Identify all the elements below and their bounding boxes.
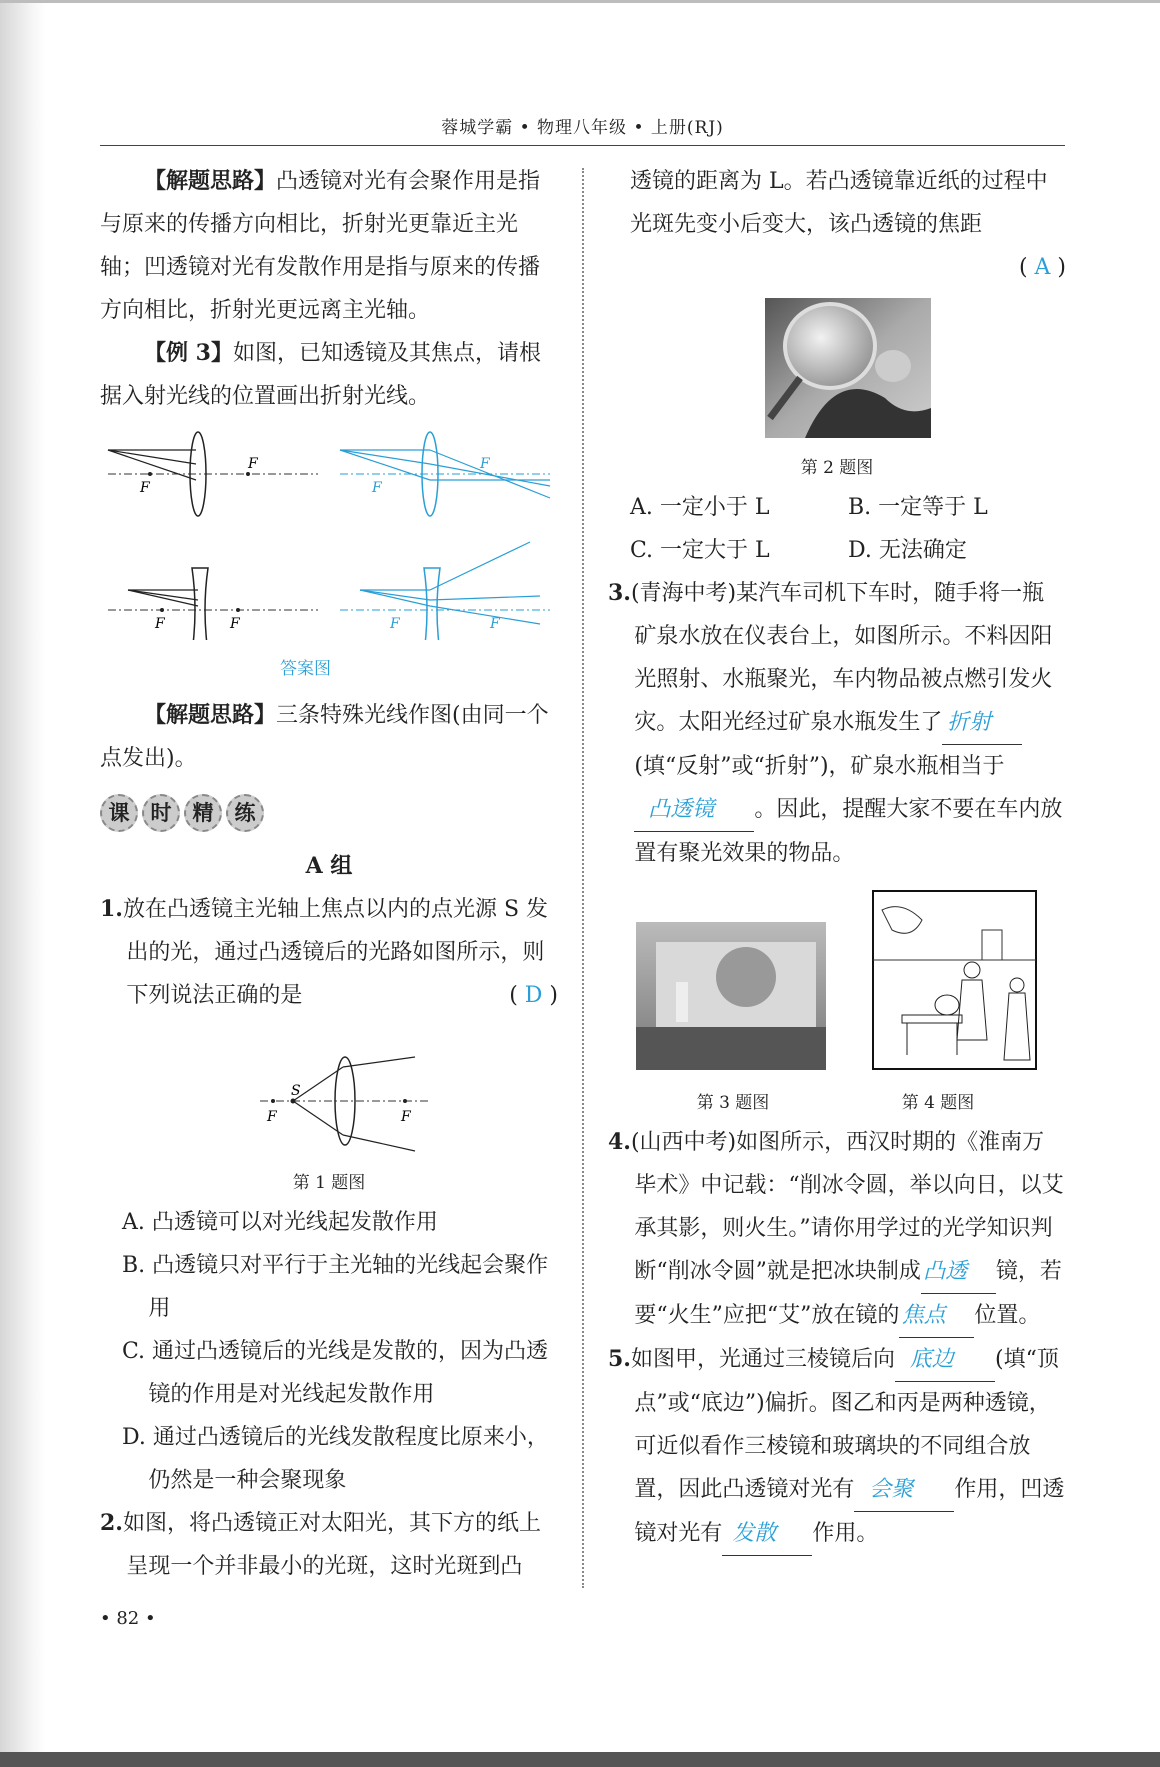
q3-photo <box>636 922 826 1070</box>
q4-illustration <box>872 890 1037 1070</box>
page-edge-shadow <box>0 0 46 1767</box>
example-3: 【例 3】如图，已知透镜及其焦点，请根据入射光线的位置画出折射光线。 <box>100 340 541 409</box>
solution-hint-1: 【解题思路】凸透镜对光有会聚作用是指与原来的传播方向相比，折射光更靠近主光轴；凹透镜对光有发散作用是指与原来的传播方向相比，折射光更远离主光轴。 <box>100 168 541 323</box>
question-5: 5.如图甲，光通过三棱镜后向 底边 (填“顶点”或“底边”)偏折。图乙和丙是两种透镜，可近似看作三棱镜和玻璃块的不同组合放置，因此凸透镜对光有 会聚 作用，凹透镜对光有 发散 作用。 <box>608 1338 1066 1556</box>
left-column-lower <box>100 659 558 1017</box>
group-heading: A 组 <box>305 853 353 879</box>
focus-label: F <box>248 456 258 472</box>
question-4: 4.(山西中考)如图所示，西汉时期的《淮南万毕术》中记载：“削冰令圆，举以向日，以艾承其影，则火生。”请你用学过的光学知识判断“削冰令圆”就是把冰块制成 凸透 镜，若要“火生”应把“艾”放在镜的 焦点 位置。 <box>608 1121 1066 1338</box>
question-3: 3.(青海中考)某汽车司机下车时，随手将一瓶矿泉水放在仪表台上，如图所示。不料因阳光照射、水瓶聚光，车内物品被点燃引发火灾。太阳光经过矿泉水瓶发生了 折射(填“反射”或“折射”)，矿泉水瓶相当于凸透镜 。因此，提醒大家不要在车内放置有聚光效果的物品。 <box>608 580 1063 866</box>
concave-lens-question <box>108 568 318 640</box>
answer-figure-caption: 答案图 <box>280 659 331 679</box>
section-badge: 课 时 精 练 <box>100 794 264 832</box>
right-column <box>608 160 1066 289</box>
question-2: 2.如图，将凸透镜正对太阳光，其下方的纸上呈现一个并非最小的光斑，这时光斑到凸 <box>100 1510 541 1579</box>
q2-answer-bracket: ( A ) <box>1018 255 1066 280</box>
q5-blank-2: 会聚 <box>854 1468 954 1512</box>
column-divider <box>582 168 584 1588</box>
convex-lens-question <box>108 432 318 516</box>
q4-blank-2: 焦点 <box>899 1294 974 1338</box>
focus-label: F <box>390 616 400 632</box>
left-column-bottom <box>100 1165 558 1588</box>
q1-option-a: A. 凸透镜可以对光线起发散作用 <box>122 1210 438 1235</box>
convex-lens-answer <box>340 432 550 516</box>
page-number: • 82 • <box>100 1608 156 1629</box>
q1-option-b: B. 凸透镜只对平行于主光轴的光线起会聚作用 <box>122 1253 549 1321</box>
running-header: 蓉城学霸 • 物理八年级 • 上册(RJ) <box>441 118 724 138</box>
bottom-border <box>0 1752 1160 1767</box>
focus-label: F <box>155 616 165 632</box>
q4-figure-caption: 第 4 题图 <box>901 1093 975 1113</box>
q2-figure-caption: 第 2 题图 <box>800 458 874 478</box>
q2-option-a: A. 一定小于 L <box>630 495 770 520</box>
q1-figure-caption: 第 1 题图 <box>292 1173 366 1193</box>
solution-hint-2: 【解题思路】三条特殊光线作图(由同一个点发出)。 <box>100 702 549 771</box>
question-2-continued: 透镜的距离为 L。若凸透镜靠近纸的过程中光斑先变小后变大，该凸透镜的焦距 <box>630 169 1048 237</box>
left-column <box>100 160 558 418</box>
q1-answer: D <box>524 983 543 1008</box>
example-3-diagrams <box>100 420 570 640</box>
header-rule <box>100 145 1065 146</box>
q2-option-b: B. 一定等于 L <box>848 495 988 520</box>
q2-answer: A <box>1034 255 1051 280</box>
focus-label: F <box>140 480 150 496</box>
q4-blank-1: 凸透 <box>921 1250 996 1294</box>
q2-option-c: C. 一定大于 L <box>630 538 770 563</box>
q5-blank-1: 底边 <box>895 1338 995 1382</box>
focus-label: F <box>230 616 240 632</box>
right-column-mid <box>608 450 1066 875</box>
focus-label: F <box>401 1109 411 1125</box>
focus-label: F <box>372 480 382 496</box>
top-border <box>0 0 1160 3</box>
question-1: 1.放在凸透镜主光轴上焦点以内的点光源 S 发出的光，通过凸透镜后的光路如图所示，则下列说法正确的是 ( D ) <box>100 896 558 1008</box>
focus-label: F <box>490 616 500 632</box>
q2-photo <box>765 298 931 438</box>
source-label: S <box>291 1083 301 1099</box>
q3-blank-1: 折射 <box>942 701 1022 745</box>
question-1-diagram <box>255 1055 435 1155</box>
q3-blank-2: 凸透镜 <box>634 788 754 832</box>
q1-option-c: C. 通过凸透镜后的光线是发散的，因为凸透镜的作用是对光线起发散作用 <box>122 1339 549 1407</box>
q3-q4-captions <box>608 1085 1066 1121</box>
q5-blank-3: 发散 <box>722 1512 812 1556</box>
concave-lens-answer <box>340 542 550 640</box>
q3-figure-caption: 第 3 题图 <box>696 1093 770 1113</box>
focus-label: F <box>267 1109 277 1125</box>
focus-label: F <box>480 456 490 472</box>
q1-option-d: D. 通过凸透镜后的光线发散程度比原来小，仍然是一种会聚现象 <box>122 1425 549 1493</box>
right-column-lower <box>608 1085 1066 1556</box>
q2-option-d: D. 无法确定 <box>848 538 967 563</box>
